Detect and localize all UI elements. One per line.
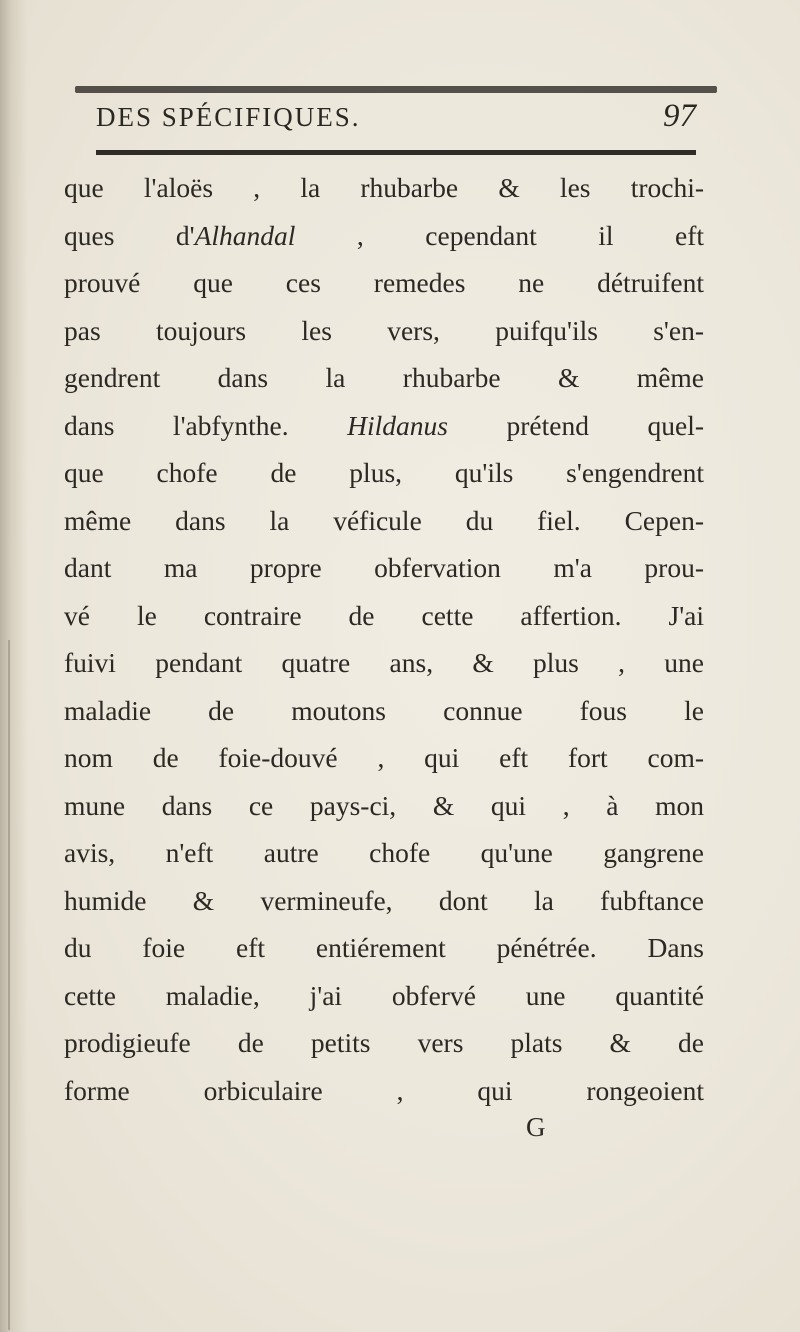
text-line: maladie de moutons connue fous le xyxy=(64,694,704,726)
binding-edge xyxy=(8,640,10,1330)
text-line: pas toujours les vers, puifqu'ils s'en- xyxy=(64,314,704,346)
italic-name: Alhandal xyxy=(194,219,296,251)
text-line: forme orbiculaire , qui rongeoient xyxy=(64,1074,704,1106)
header-rule xyxy=(96,150,696,155)
text-line: nom de foie-douvé , qui eft fort com- xyxy=(64,742,704,773)
catchword: G xyxy=(526,1112,546,1142)
text-line: gendrent dans la rhubarbe & même xyxy=(64,362,704,393)
text-line: fuivi pendant quatre ans, & plus , une xyxy=(64,647,704,678)
text-line: ques d'Alhandal , cependant il eft xyxy=(64,219,705,251)
running-head xyxy=(96,98,696,144)
body-text xyxy=(64,164,704,1114)
text-line: même dans la véficule du fiel. Cepen- xyxy=(64,504,704,536)
running-head-title: DES SPÉCIFIQUES. xyxy=(96,102,361,132)
text-line: que l'aloës , la rhubarbe & les trochi- xyxy=(64,172,704,203)
text-line: vé le contraire de cette affertion. J'ai xyxy=(64,599,704,631)
text-line: avis, n'eft autre chofe qu'une gangrene xyxy=(64,837,704,868)
text-line: du foie eft entiérement pénétrée. Dans xyxy=(64,932,704,963)
text-line: prouvé que ces remedes ne détruifent xyxy=(64,267,704,298)
text-line: dant ma propre obfervation m'a prou- xyxy=(64,552,704,583)
italic-name: Hildanus xyxy=(347,409,448,441)
text-line: que chofe de plus, qu'ils s'engendrent xyxy=(64,457,704,488)
text-line: dans l'abfynthe. Hildanus prétend quel- xyxy=(64,409,704,441)
text-line: prodigieufe de petits vers plats & de xyxy=(64,1027,704,1058)
text-line: humide & vermineufe, dont la fubftance xyxy=(64,884,704,916)
text-line: cette maladie, j'ai obfervé une quantité xyxy=(64,979,704,1011)
spine-shadow xyxy=(0,0,28,1332)
text-line: mune dans ce pays-ci, & qui , à mon xyxy=(64,789,704,821)
page-number: 97 xyxy=(663,98,696,134)
top-border-rule xyxy=(75,86,717,93)
